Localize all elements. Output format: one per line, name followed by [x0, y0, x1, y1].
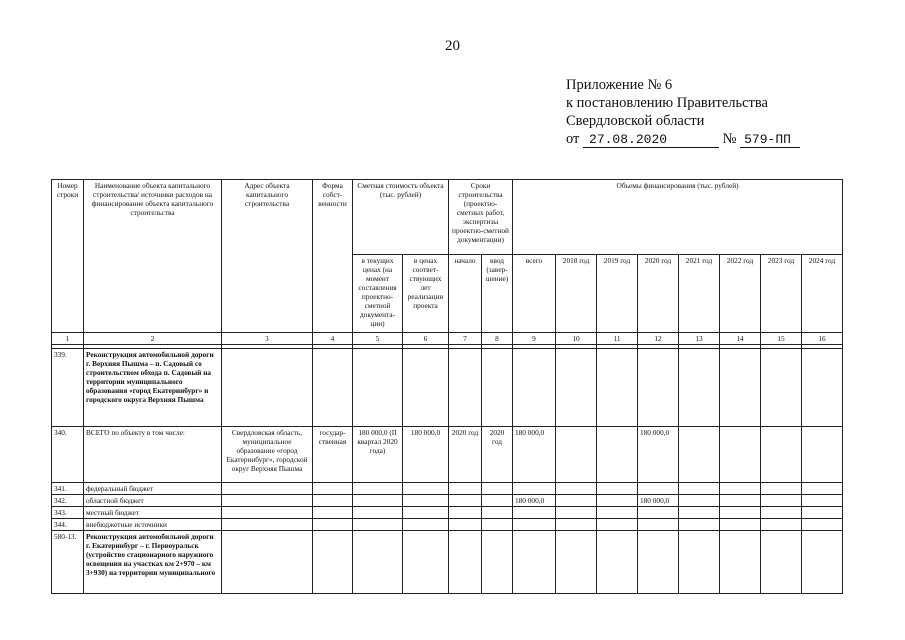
column-number: 4 [313, 333, 353, 345]
column-number: 2 [84, 333, 222, 345]
source-name: областной бюджет [84, 495, 222, 507]
appendix-region: Свердловской области [566, 113, 705, 129]
decree-number: 579-ПП [740, 133, 800, 148]
row-number: 344. [52, 519, 84, 531]
row-number: 580-13. [52, 531, 84, 594]
source-name: внебюджетные источники [84, 519, 222, 531]
start-year: 2020 год [449, 427, 482, 483]
appendix-block [566, 76, 800, 148]
header-2024: 2024 год [802, 255, 843, 333]
column-number: 14 [720, 333, 761, 345]
column-number: 12 [638, 333, 679, 345]
header-address: Адрес объекта капитального строительства [222, 180, 313, 333]
header-2019: 2019 год [597, 255, 638, 333]
column-number: 11 [597, 333, 638, 345]
header-2021: 2021 год [679, 255, 720, 333]
object-name: ВСЕГО по объекту в том числе: [84, 427, 222, 483]
appendix-decree: к постановлению Правительства [566, 95, 768, 111]
table-row [52, 531, 843, 594]
table-row [52, 349, 843, 427]
header-2018: 2018 год [556, 255, 597, 333]
appendix-date-line [566, 130, 800, 148]
table-row [52, 507, 843, 519]
column-number: 5 [353, 333, 403, 345]
header-financing: Объемы финансирования (тыс. рублей) [513, 180, 843, 255]
appendix-title: Приложение № 6 [566, 77, 673, 93]
row-number: 342. [52, 495, 84, 507]
row-number: 341. [52, 483, 84, 495]
end-year: 2020 год [482, 427, 513, 483]
total-amount: 180 000,0 [513, 427, 556, 483]
cost-current: 180 000,0 (II квартал 2020 года) [353, 427, 403, 483]
column-number: 15 [761, 333, 802, 345]
column-number: 7 [449, 333, 482, 345]
header-total: всего [513, 255, 556, 333]
header-estimated-cost: Сметная стоимость объекта (тыс. рублей) [353, 180, 449, 255]
column-number: 6 [403, 333, 449, 345]
header-terms: Сроки строительства (проектно-сметных работ, экспертизы проектно-сметной документации) [449, 180, 513, 255]
decree-date: 27.08.2020 [583, 133, 719, 148]
header-commissioning: ввод (завер-шение) [482, 255, 513, 333]
header-object-name: Наименование объекта капитального строительства/ источники расходов на финансирование объекта капитального строительства [84, 180, 222, 333]
total-amount: 180 000,0 [513, 495, 556, 507]
header-2023: 2023 год [761, 255, 802, 333]
header-cost-realization: в ценах соответ-ствующих лет реализации проекта [403, 255, 449, 333]
object-address: Свердловская область, муниципальное образование «город Екатеринбург», городской округ Верхняя Пышма [222, 427, 313, 483]
column-number: 13 [679, 333, 720, 345]
table-row [52, 483, 843, 495]
column-number: 9 [513, 333, 556, 345]
column-number: 1 [52, 333, 84, 345]
column-number: 10 [556, 333, 597, 345]
source-name: местный бюджет [84, 507, 222, 519]
cost-realization: 180 000,0 [403, 427, 449, 483]
ownership-form: государ-ственная [313, 427, 353, 483]
financing-table [51, 179, 843, 594]
from-label: от [566, 131, 580, 147]
header-2022: 2022 год [720, 255, 761, 333]
row-number: 339. [52, 349, 84, 427]
page-number: 20 [445, 38, 460, 54]
header-row-1 [52, 180, 843, 255]
number-label: № [722, 131, 737, 147]
source-name: федеральный бюджет [84, 483, 222, 495]
header-2020: 2020 год [638, 255, 679, 333]
amount-2020: 180 000,0 [638, 495, 679, 507]
column-number: 16 [802, 333, 843, 345]
table-row [52, 427, 843, 483]
column-number-row [52, 333, 843, 345]
table-row [52, 495, 843, 507]
object-name: Реконструкция автомобильной дороги г. Екатеринбург – г. Первоуральск (устройство стационарного наружного освещения на участках км 2+970 – км 3+930) на территории муниципального [84, 531, 222, 594]
header-ownership: Форма собст-венности [313, 180, 353, 333]
header-start: начало [449, 255, 482, 333]
table-row [52, 519, 843, 531]
header-row-number: Номер строки [52, 180, 84, 333]
object-name: Реконструкция автомобильной дороги г. Верхняя Пышма – п. Садовый со строительством обхода п. Садовый на территории муниципального образования «город Екатеринбург» и городского округа Верхняя Пышма [84, 349, 222, 427]
amount-2020: 180 000,0 [638, 427, 679, 483]
column-number: 3 [222, 333, 313, 345]
column-number: 8 [482, 333, 513, 345]
header-cost-current: в текущих ценах (на момент составления проектно-сметной документа-ции) [353, 255, 403, 333]
row-number: 340. [52, 427, 84, 483]
row-number: 343. [52, 507, 84, 519]
